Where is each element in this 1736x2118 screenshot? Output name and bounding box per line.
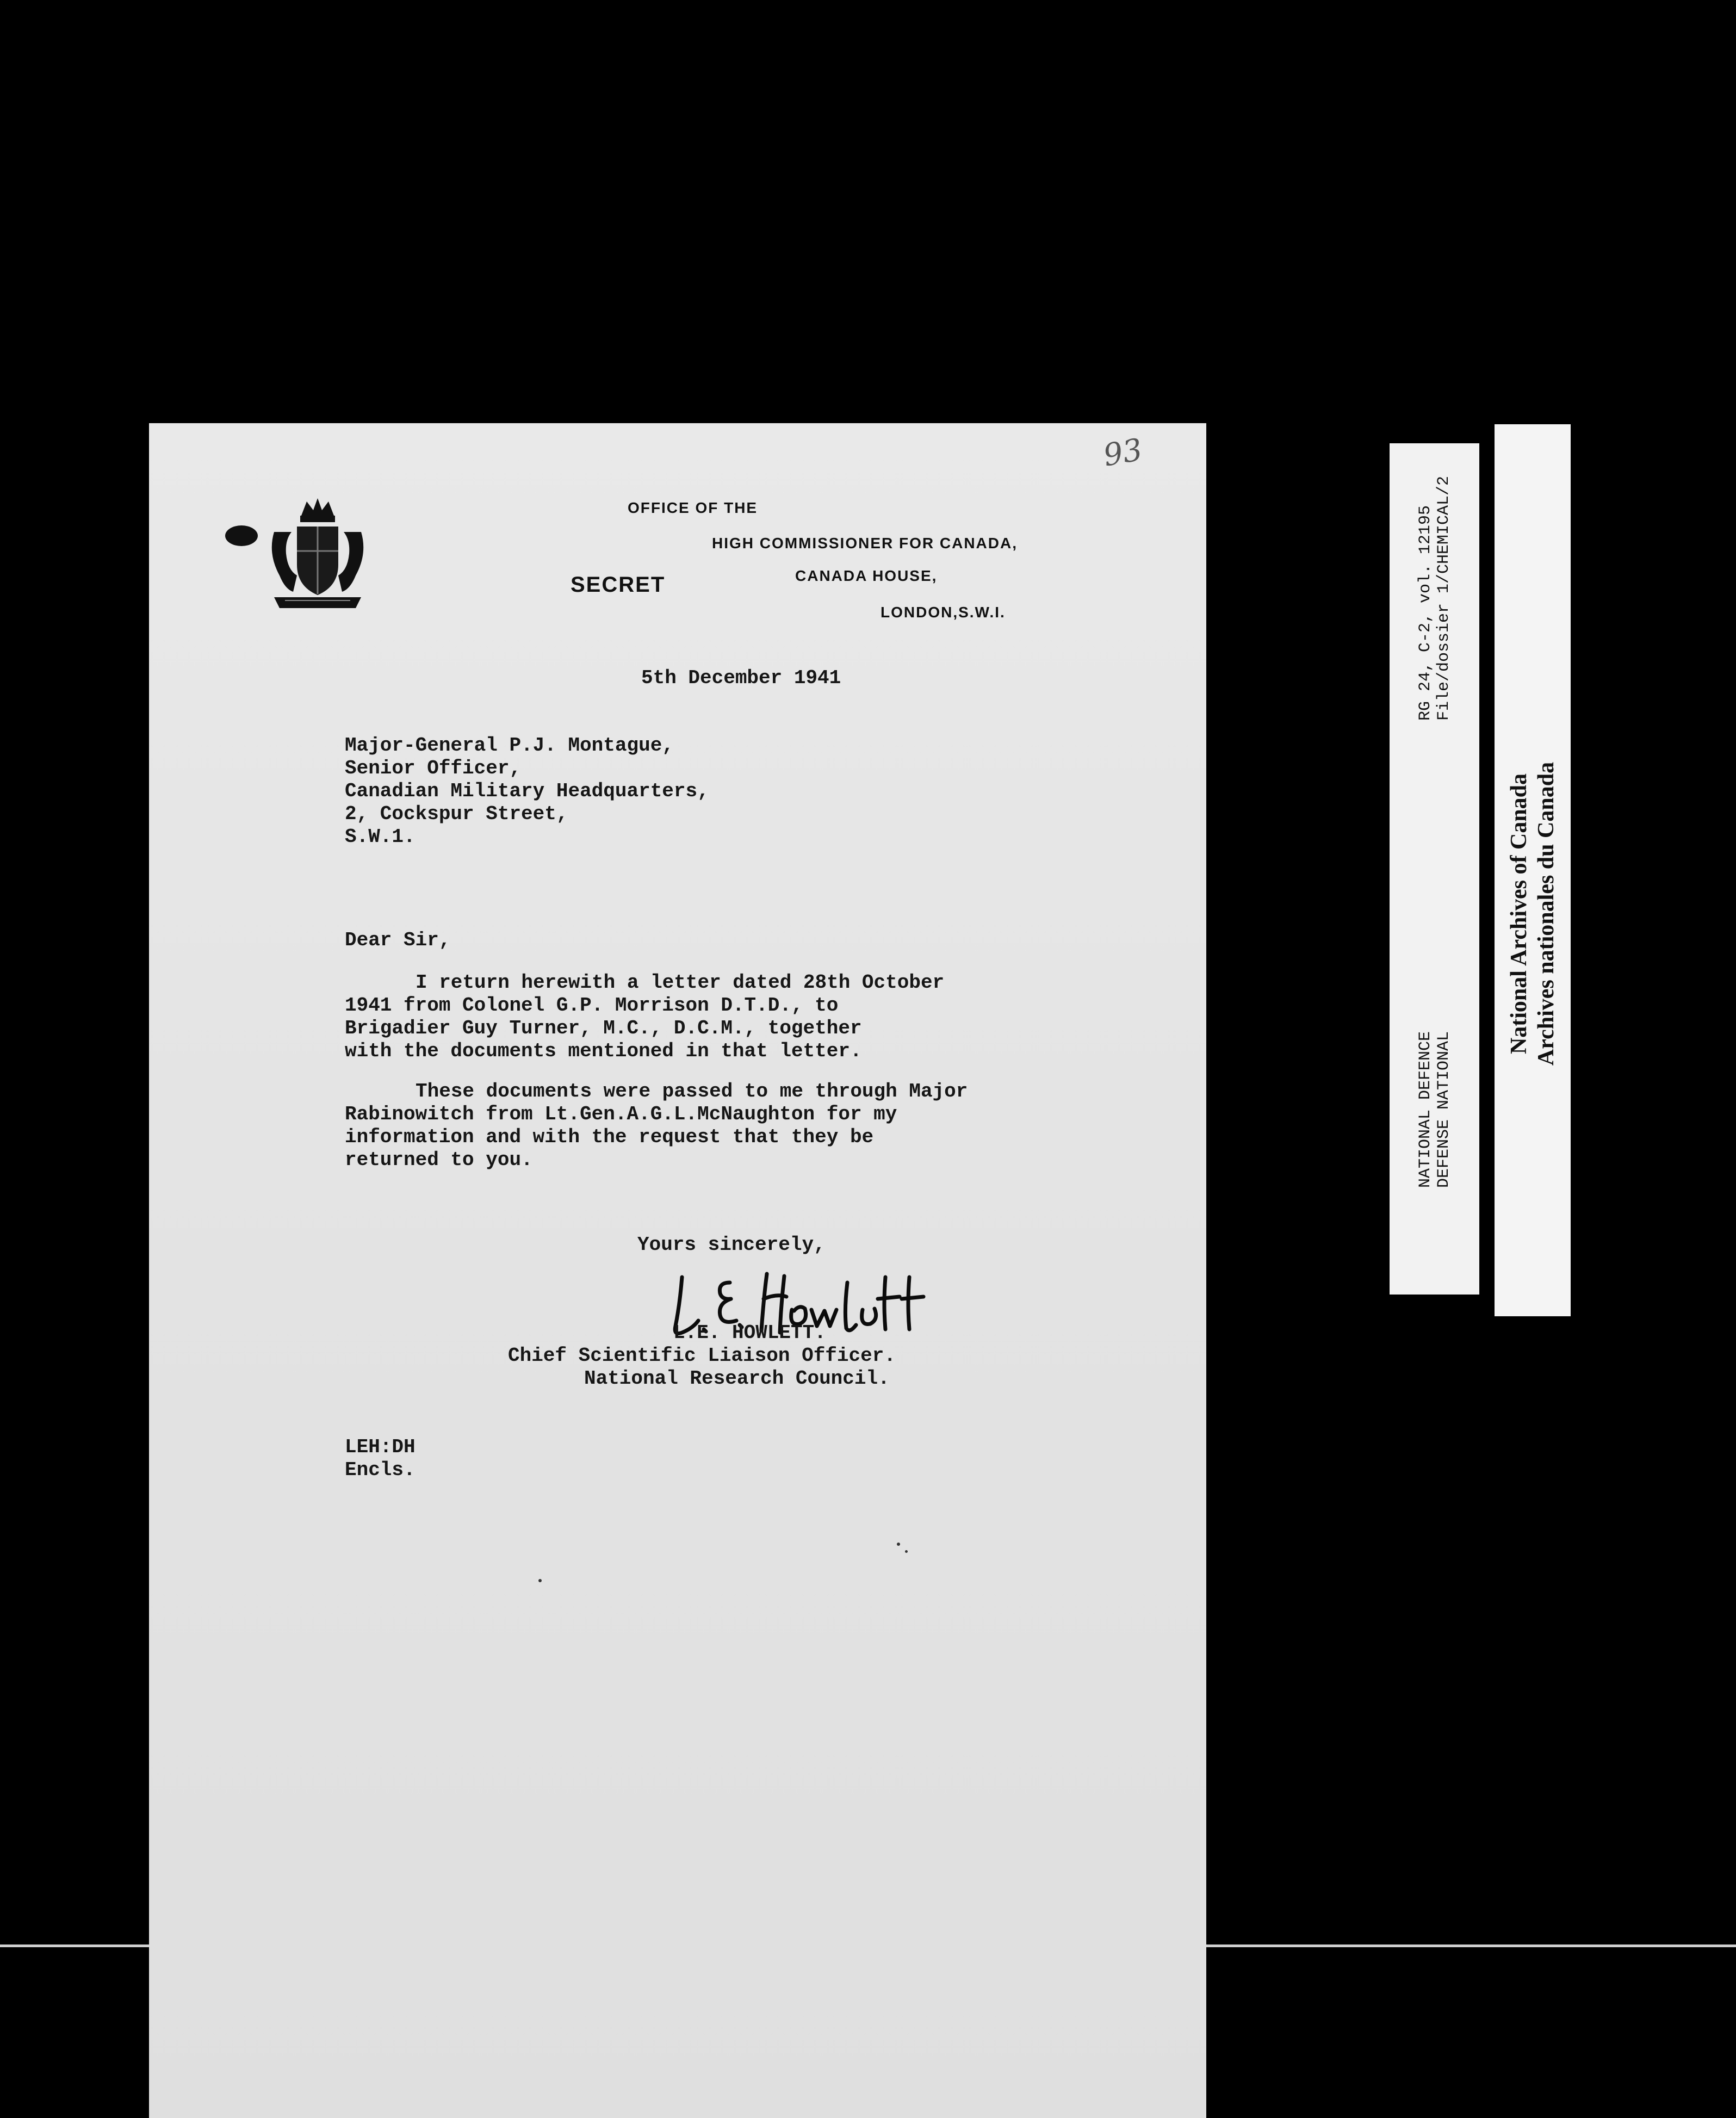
paragraph-2-line-2: Rabinowitch from Lt.Gen.A.G.L.McNaughton for my xyxy=(345,1103,897,1125)
enclosures-note: Encls. xyxy=(345,1459,416,1481)
paragraph-2-line-1: These documents were passed to me through Major xyxy=(416,1080,968,1103)
archive-reference-line-1: RG 24, C-2, vol. 12195 xyxy=(1416,505,1435,721)
letterhead-city: LONDON,S.W.I. xyxy=(881,604,1006,621)
coat-of-arms-icon xyxy=(263,494,372,615)
archive-reference-line-2: File/dossier 1/CHEMICAL/2 xyxy=(1434,475,1453,721)
letter-page xyxy=(149,423,1206,2118)
paper-speck xyxy=(905,1550,908,1553)
closing: Yours sincerely, xyxy=(637,1234,826,1256)
paragraph-2-line-3: information and with the request that they be xyxy=(345,1126,874,1148)
recipient-line-4: 2, Cockspur Street, xyxy=(345,803,568,825)
paragraph-2-line-4: returned to you. xyxy=(345,1149,533,1171)
signer-name: L.E. HOWLETT. xyxy=(673,1322,826,1344)
archive-reference-label xyxy=(1390,443,1479,1295)
recipient-line-3: Canadian Military Headquarters, xyxy=(345,780,709,802)
paragraph-1-line-3: Brigadier Guy Turner, M.C., D.C.M., together xyxy=(345,1017,862,1039)
paragraph-1-line-1: I return herewith a letter dated 28th October xyxy=(416,971,945,994)
department-line-1: NATIONAL DEFENCE xyxy=(1416,1031,1435,1188)
paragraph-1-line-2: 1941 from Colonel G.P. Morrison D.T.D., to xyxy=(345,994,839,1017)
classification-mark: SECRET xyxy=(571,573,666,597)
letterhead-office: OFFICE OF THE xyxy=(628,499,758,516)
paper-speck xyxy=(897,1543,900,1546)
paper-speck xyxy=(538,1579,542,1582)
signer-title: Chief Scientific Liaison Officer. xyxy=(508,1345,896,1367)
page-number: 93 xyxy=(1100,432,1145,474)
paragraph-1-line-4: with the documents mentioned in that letter. xyxy=(345,1040,862,1062)
salutation: Dear Sir, xyxy=(345,929,451,951)
letter-date: 5th December 1941 xyxy=(641,667,841,689)
reference-initials: LEH:DH xyxy=(345,1436,416,1458)
letterhead-commissioner: HIGH COMMISSIONER FOR CANADA, xyxy=(712,535,1018,552)
recipient-line-2: Senior Officer, xyxy=(345,757,522,779)
signer-organization: National Research Council. xyxy=(584,1367,890,1390)
recipient-line-5: S.W.1. xyxy=(345,826,416,848)
archives-name-french: Archives nationales du Canada xyxy=(1534,761,1559,1066)
archives-name-english: National Archives of Canada xyxy=(1506,773,1532,1055)
ink-blot xyxy=(225,525,258,546)
recipient-line-1: Major-General P.J. Montague, xyxy=(345,734,674,757)
department-line-2: DEFENSE NATIONAL xyxy=(1434,1031,1453,1188)
letterhead-house: CANADA HOUSE, xyxy=(795,567,938,584)
archives-stamp-label xyxy=(1495,424,1571,1316)
